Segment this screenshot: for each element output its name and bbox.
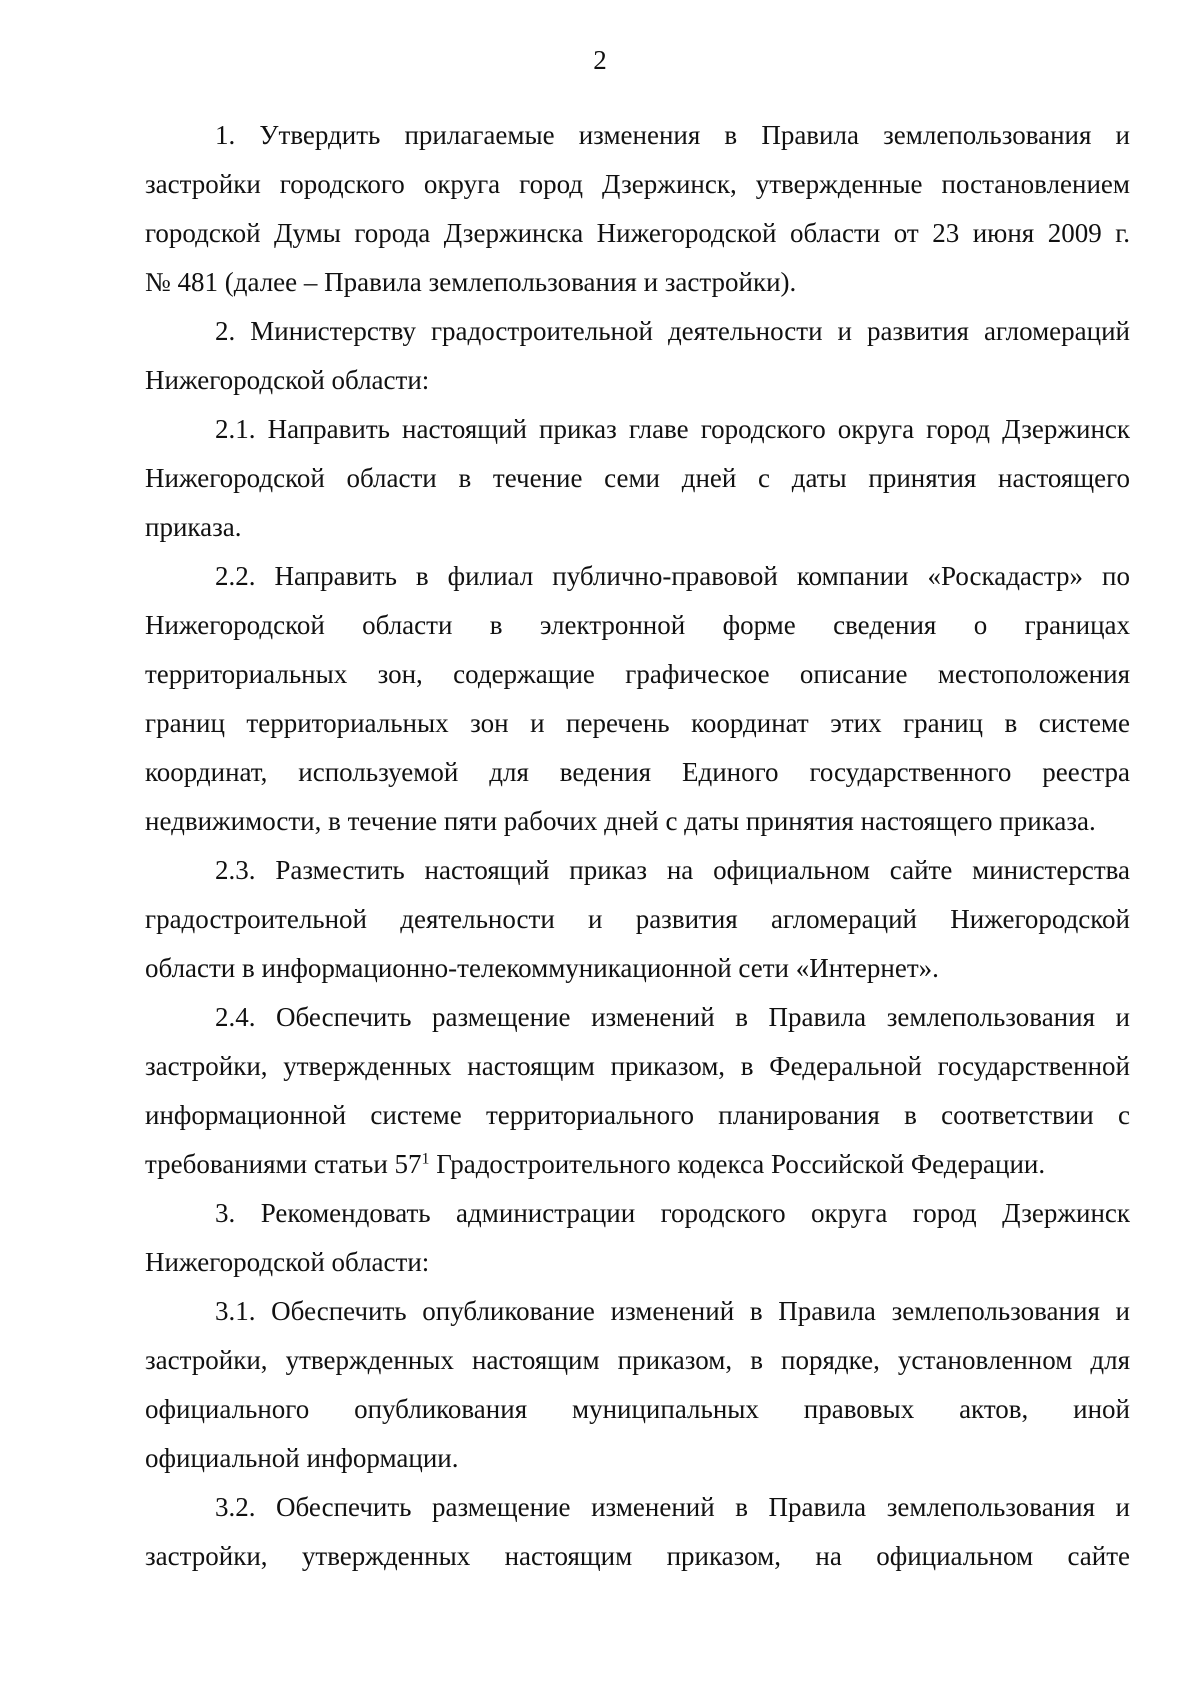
text-line: застройки, утвержденных настоящим приказом, в порядке, установленном для bbox=[145, 1345, 1130, 1375]
text-line: информационной системе территориального планирования в соответствии с bbox=[145, 1100, 1130, 1130]
text-line: застройки, утвержденных настоящим приказом, на официальном сайте bbox=[145, 1541, 1130, 1571]
paragraph-1 bbox=[145, 111, 1130, 307]
text-line: 3. Рекомендовать администрации городского округа город Дзержинск bbox=[215, 1198, 1130, 1228]
text-line: 3.2. Обеспечить размещение изменений в Правила землепользования и bbox=[215, 1492, 1130, 1522]
text-line: приказа. bbox=[145, 512, 242, 542]
text-line: 2.2. Направить в филиал публично-правовой компании «Роскадастр» по bbox=[215, 561, 1130, 591]
text-line: 2.4. Обеспечить размещение изменений в Правила землепользования и bbox=[215, 1002, 1130, 1032]
paragraph-2-1 bbox=[145, 405, 1130, 552]
paragraph-3-1 bbox=[145, 1287, 1130, 1483]
text-line: Нижегородской области в электронной форме сведения о границах bbox=[145, 610, 1130, 640]
text-fragment: требованиями статьи 57 bbox=[145, 1149, 422, 1179]
text-line: недвижимости, в течение пяти рабочих дней с даты принятия настоящего приказа. bbox=[145, 806, 1096, 836]
text-line: координат, используемой для ведения Единого государственного реестра bbox=[145, 757, 1130, 787]
text-line-with-superscript bbox=[145, 1140, 1130, 1189]
text-line: территориальных зон, содержащие графическое описание местоположения bbox=[145, 659, 1130, 689]
paragraph-2-3 bbox=[145, 846, 1130, 993]
text-line: официальной информации. bbox=[145, 1443, 459, 1473]
text-line: градостроительной деятельности и развития агломераций Нижегородской bbox=[145, 904, 1130, 934]
paragraph-3-2 bbox=[145, 1483, 1130, 1581]
text-line: границ территориальных зон и перечень координат этих границ в системе bbox=[145, 708, 1130, 738]
text-fragment: Градостроительного кодекса Российской Федерации. bbox=[429, 1149, 1046, 1179]
text-line: области в информационно-телекоммуникационной сети «Интернет». bbox=[145, 953, 939, 983]
page-number: 2 bbox=[593, 45, 607, 75]
paragraph-2 bbox=[145, 307, 1130, 405]
text-line: 2.3. Разместить настоящий приказ на официальном сайте министерства bbox=[215, 855, 1130, 885]
text-line: Нижегородской области в течение семи дней с даты принятия настоящего bbox=[145, 463, 1130, 493]
text-line: застройки городского округа город Дзержинск, утвержденные постановлением bbox=[145, 169, 1130, 199]
text-line: 1. Утвердить прилагаемые изменения в Правила землепользования и bbox=[215, 120, 1130, 150]
text-line: Нижегородской области: bbox=[145, 365, 430, 395]
paragraph-2-2 bbox=[145, 552, 1130, 846]
document-body bbox=[145, 111, 1130, 1581]
text-line: застройки, утвержденных настоящим приказом, в Федеральной государственной bbox=[145, 1051, 1130, 1081]
superscript: 1 bbox=[421, 1150, 430, 1168]
text-line: 3.1. Обеспечить опубликование изменений в Правила землепользования и bbox=[215, 1296, 1130, 1326]
text-line: 2.1. Направить настоящий приказ главе городского округа город Дзержинск bbox=[215, 414, 1130, 444]
paragraph-2-4 bbox=[145, 993, 1130, 1189]
paragraph-3 bbox=[145, 1189, 1130, 1287]
text-line: городской Думы города Дзержинска Нижегородской области от 23 июня 2009 г. bbox=[145, 218, 1130, 248]
text-line: Нижегородской области: bbox=[145, 1247, 430, 1277]
text-line: официального опубликования муниципальных правовых актов, иной bbox=[145, 1394, 1130, 1424]
text-line: № 481 (далее – Правила землепользования и застройки). bbox=[145, 267, 797, 297]
text-line: 2. Министерству градостроительной деятельности и развития агломераций bbox=[215, 316, 1130, 346]
